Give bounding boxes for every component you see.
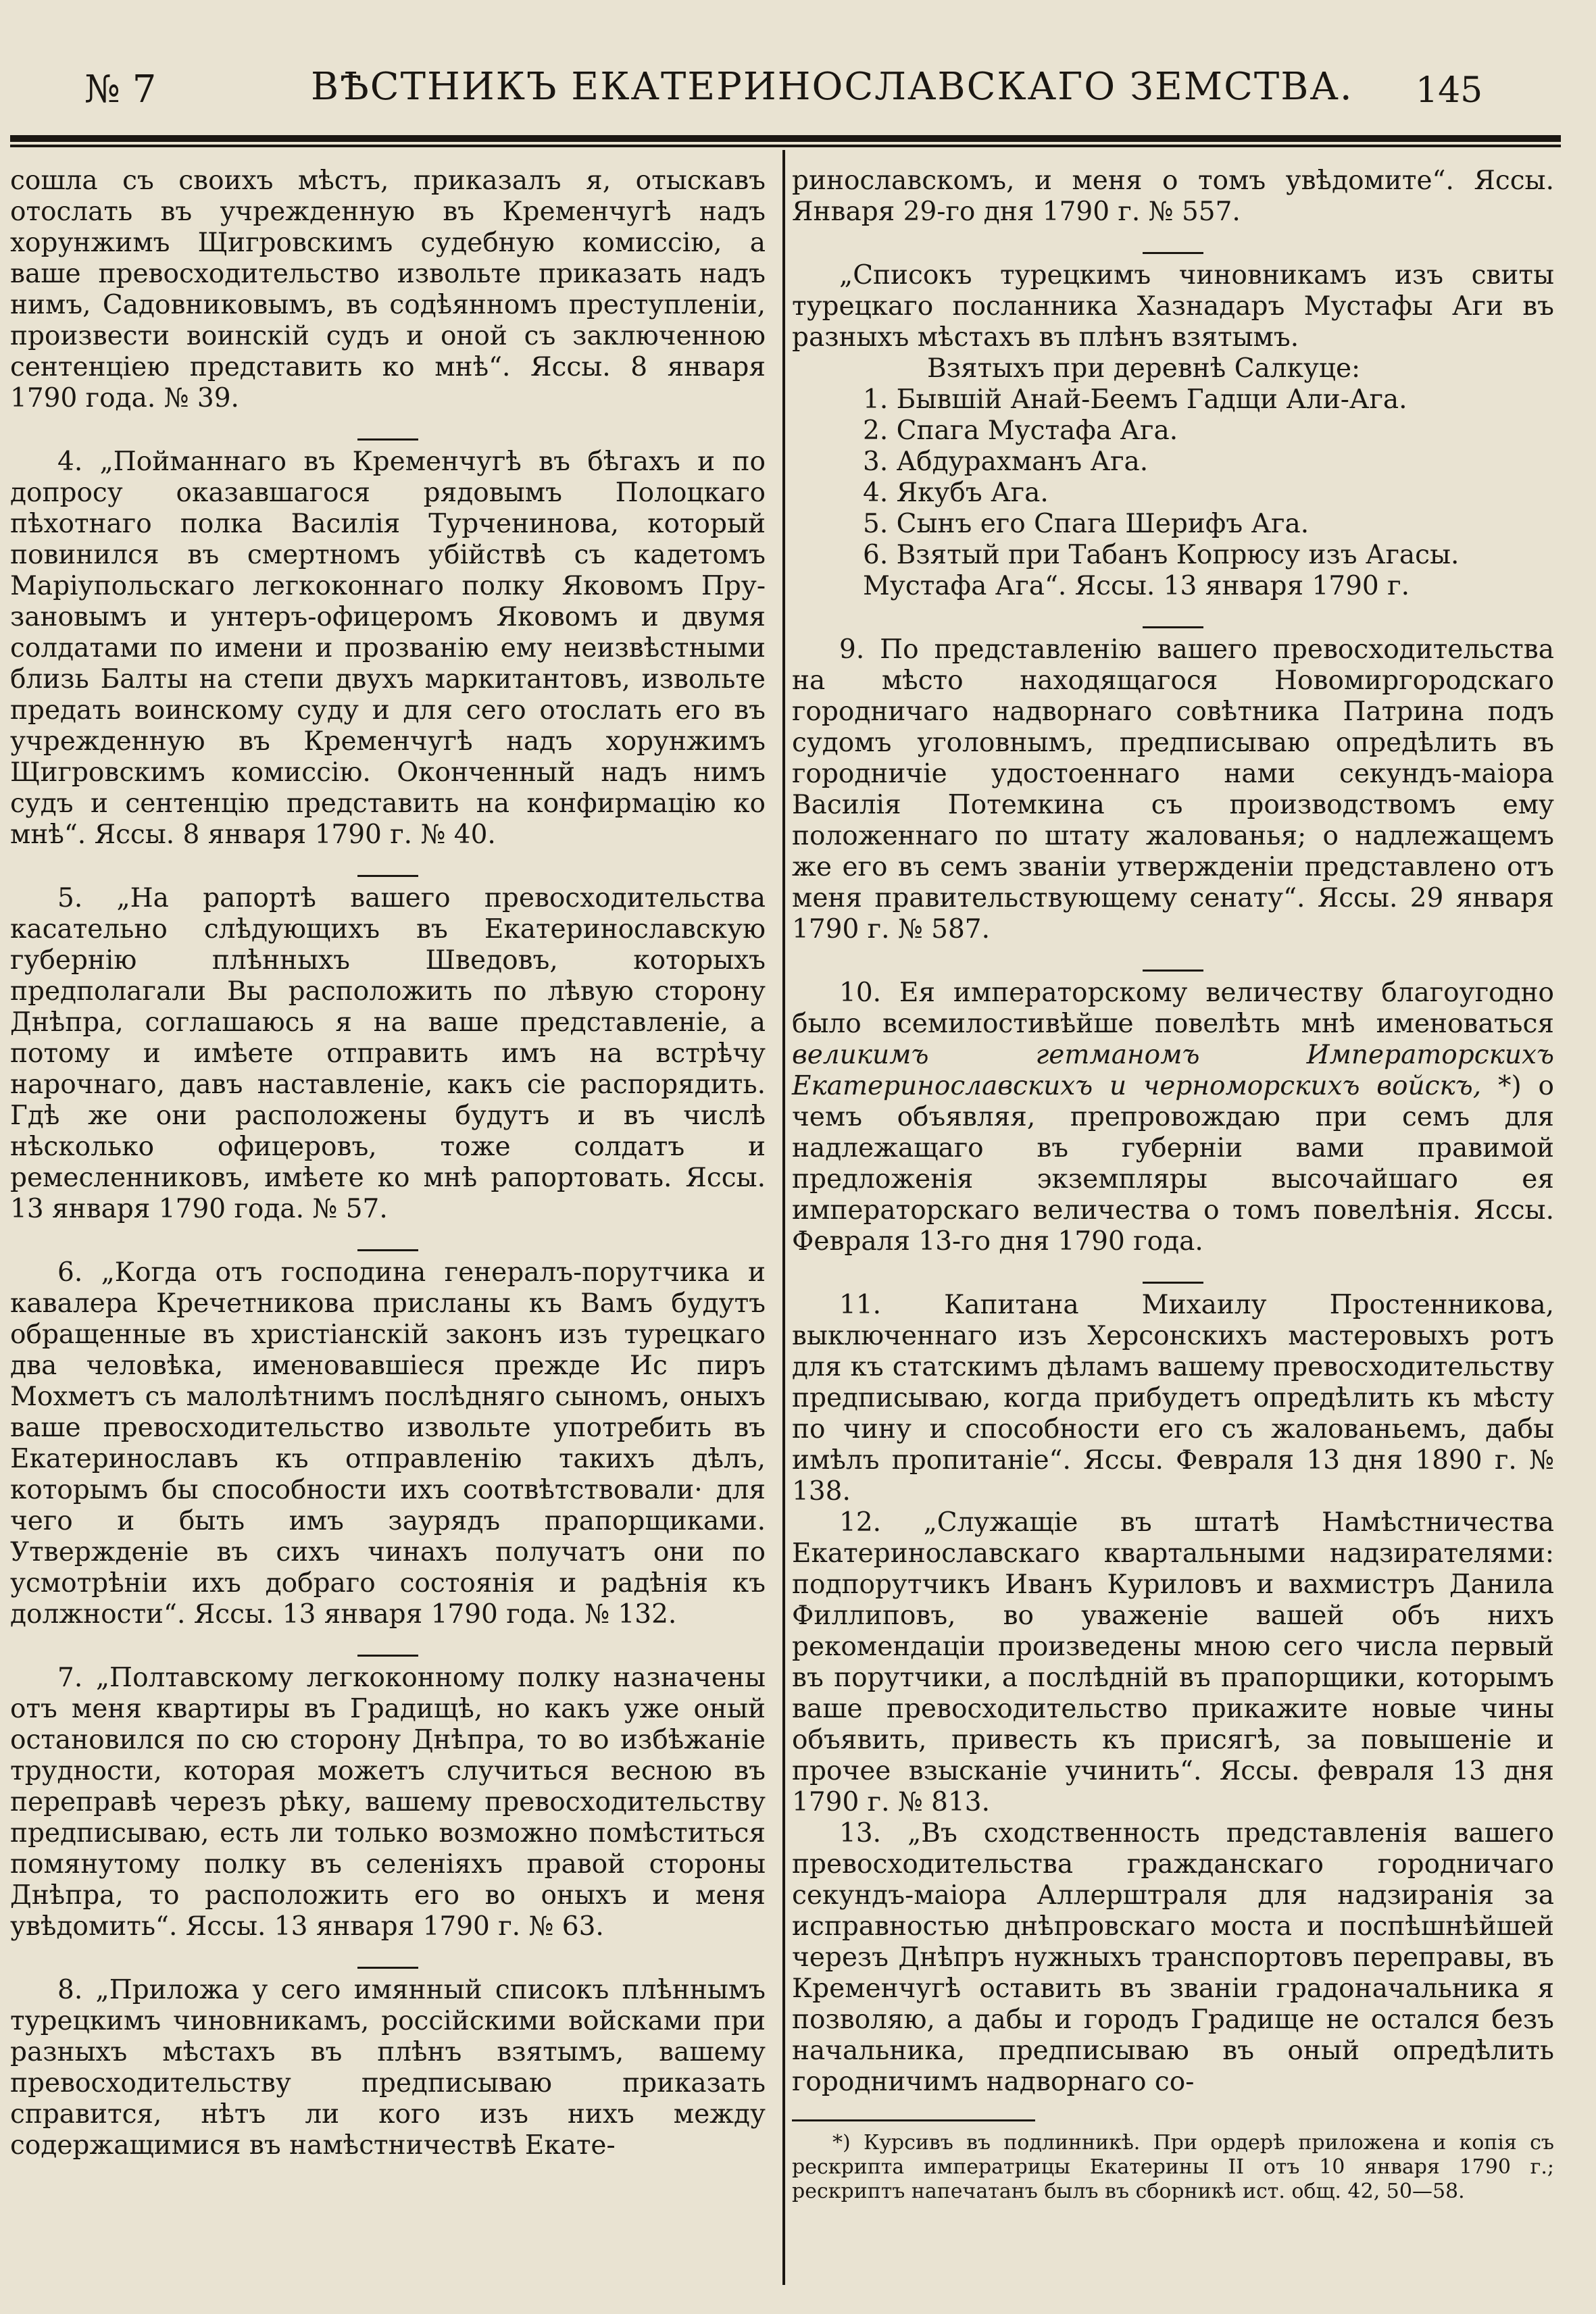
paragraph-10: [792, 978, 1554, 1257]
separator: [10, 1233, 766, 1248]
paragraph-4: 4. „Пойманнаго въ Кременчугѣ въ бѣгахъ и по допросу оказавшагося рядовымъ Полоцкаго пѣхотнаго полка Василія Турченинова, который повинился въ смертномъ убійствѣ съ кадетомъ Маріупольскаго легкоконнаго полку Яковомъ Прузановымъ и унтеръ-офицеромъ Яковомъ и двумя солдатами по имени и прозванію ему неизвѣстными близь Балты на степи двухъ маркитантовъ, извольте предать воинскому суду и для сего отослать его въ учрежденную въ Кременчугѣ надъ хорунжимъ Щигровскимъ комиссію. Оконченный надъ нимъ судъ и сентенцію представить на конфирмацію ко мнѣ“. Яссы. 8 января 1790 г. № 40.: [10, 447, 766, 850]
separator: [792, 953, 1554, 968]
paragraph-10-text: 10. Ея императорскому величеству благоугодно было всемилостивѣйше повелѣть мнѣ именоваться: [792, 978, 1554, 1039]
paragraph-13: 13. „Въ сходственность представленія вашего превосходительства гражданскаго городничаго секундъ-маіора Аллерштраля для надзиранія за исправностью днѣпровскаго моста и поспѣшнѣйшей черезъ Днѣпръ нужныхъ транспортовъ переправы, въ Кременчугѣ оставить въ званіи градоначальника я позволяю, а дабы и городъ Градище не остался безъ начальника, предписываю въ оный опредѣлить городничимъ надворнаго со-: [792, 1818, 1554, 2097]
separator: [792, 236, 1554, 251]
list-item: 5. Сынъ его Спага Шерифъ Ага.: [863, 509, 1310, 539]
separator: [10, 422, 766, 437]
list-intro: „Списокъ турецкимъ чиновникамъ изъ свиты турецкаго посланника Хазнадаръ Мустафы Аги въ разныхъ мѣстахъ въ плѣнъ взятымъ.: [792, 260, 1554, 353]
separator: [10, 1638, 766, 1653]
separator: [792, 610, 1554, 625]
paragraph-7: 7. „Полтавскому легкоконному полку назначены отъ меня квартиры въ Градищѣ, но какъ уже оный остановился по сю сторону Днѣпра, то во избѣжаніе трудности, которая можетъ случиться весною въ переправѣ черезъ рѣку, вашему превосходительству предписываю, есть ли только возможно помѣститься помянутому полку въ селеніяхъ правой стороны Днѣпра, то расположить его во оныхъ и меня увѣдомить“. Яссы. 13 января 1790 г. № 63.: [10, 1663, 766, 1942]
paragraph-continued: сошла съ своихъ мѣстъ, приказалъ я, отыскавъ отослать въ учрежденную въ Кременчугѣ надъ хорунжимъ Щигровскимъ судебную комиссію, а ваше превосходительство извольте приказать надъ нимъ, Садовниковымъ, въ содѣянномъ преступленіи, произвести воинскій судъ и оной съ заключенною сентенціею представить ко мнѣ“. Яссы. 8 января 1790 года. № 39.: [10, 166, 766, 413]
right-column: [792, 166, 1554, 2204]
paragraph-10-rest: *) о чемъ объявляя, препровождаю при семъ для надлежащаго въ губерніи вами правимой предложенія экземпляры высочайшаго ея императорскаго величества о томъ повелѣнія. Яссы. Февраля 13-го дня 1790 года.: [792, 1071, 1554, 1257]
paragraph-10-italic: великимъ гетманомъ Императорскихъ Екатеринославскихъ и черноморскихъ войскъ,: [792, 1040, 1554, 1101]
paragraph-continued: ринославскомъ, и меня о томъ увѣдомите“. Яссы. Января 29-го дня 1790 г. № 557.: [792, 166, 1554, 227]
paragraph-12: 12. „Служащіе въ штатѣ Намѣстничества Екатеринославскаго квартальными надзирателями: подпорутчикъ Иванъ Куриловъ и вахмистръ Данила Филлиповъ, во уваженіе вашей объ нихъ рекомендаціи произведены мною сего числа первый въ порутчики, а послѣдній въ прапорщики, которымъ ваше превосходительство прикажите новые чины объявить, привесть къ присягѣ, за повышеніе и прочее взысканіе учинить“. Яссы. февраля 13 дня 1790 г. № 813.: [792, 1507, 1554, 1817]
page-number: 145: [1416, 70, 1483, 111]
issue-number: № 7: [84, 68, 157, 111]
list-item: 6. Взятый при Табанъ Копрюсу изъ Агасы. Мустафа Ага“. Яссы. 13 января 1790 г.: [863, 540, 1460, 601]
footnote-rule: [792, 2119, 1035, 2121]
footnote: *) Курсивъ въ подлинникѣ. При ордерѣ приложена и копія съ рескрипта императрицы Екатерины II отъ 10 января 1790 г.; рескриптъ напечатанъ былъ въ сборникѣ ист. общ. 42, 50—58.: [792, 2131, 1554, 2203]
list-subtitle: Взятыхъ при деревнѣ Салкуце:: [927, 353, 1361, 384]
paragraph-6: 6. „Когда отъ господина генералъ-порутчика и кавалера Кречетникова присланы къ Вамъ будутъ обращенные въ христіанскій законъ изъ турецкаго два человѣка, именовавшіеся прежде Ис пиръ Мохметъ съ малолѣтнимъ послѣдняго сыномъ, оныхъ ваше превосходительство извольте употребить въ Екатеринославъ къ отправленію такихъ дѣлъ, которымъ бы способности ихъ соотвѣтствовали· для чего и быть имъ заурядъ прапорщиками. Утвержденіе въ сихъ чинахъ получатъ они по усмотрѣніи ихъ добраго состоянія и радѣнія къ должности“. Яссы. 13 января 1790 года. № 132.: [10, 1257, 766, 1630]
page-header: [0, 0, 1596, 135]
list-item: 2. Спага Мустафа Ага.: [863, 416, 1178, 446]
publication-title: ВѢСТНИКЪ ЕКАТЕРИНОСЛАВСКАГО ЗЕМСТВА.: [311, 65, 1353, 109]
paragraph-5: 5. „На рапортѣ вашего превосходительства касательно слѣдующихъ въ Екатеринославскую губернію плѣнныхъ Шведовъ, которыхъ предполагали Вы расположить по лѣвую сторону Днѣпра, соглашаюсь я на ваше представленіе, а потому и имѣете отправить имъ на встрѣчу нарочнаго, давъ наставленіе, какъ сіе распорядить. Гдѣ же они расположены будутъ и въ числѣ нѣсколько офицеровъ, тоже солдатъ и ремесленниковъ, имѣете ко мнѣ рапортовать. Яссы. 13 января 1790 года. № 57.: [10, 883, 766, 1224]
separator: [10, 859, 766, 874]
paragraph-9: 9. По представленію вашего превосходительства на мѣсто находящагося Новомиргородскаго городничаго надворнаго совѣтника Патрина подъ судомъ уголовнымъ, предписываю опредѣлить въ городничіе удостоеннаго нами секундъ-маіора Василія Потемкина съ производствомъ ему положеннаго по штату жалованья; о надлежащемъ же его въ семъ званіи утвержденіи представлено отъ меня правительствующему сенату“. Яссы. 29 января 1790 г. № 587.: [792, 634, 1554, 945]
list-item: 1. Бывшій Анай-Беемъ Гадщи Али-Ага.: [863, 384, 1407, 415]
paragraph-8: 8. „Приложа у сего имянный списокъ плѣннымъ турецкимъ чиновникамъ, россійскими войсками при разныхъ мѣстахъ въ плѣнъ взятымъ, вашему превосходительству предписываю приказать справится, нѣтъ ли кого изъ нихъ между содержащимися въ намѣстничествѣ Екате-: [10, 1975, 766, 2161]
header-rule-thick: [10, 135, 1561, 142]
separator: [792, 1265, 1554, 1280]
left-column: [10, 166, 766, 2161]
header-rule-thin: [10, 145, 1561, 147]
column-divider: [782, 150, 785, 2285]
list-item: 4. Якубъ Ага.: [863, 478, 1049, 508]
list-item: 3. Абдурахманъ Ага.: [863, 447, 1149, 477]
paragraph-11: 11. Капитана Михаилу Простенникова, выключеннаго изъ Херсонскихъ мастеровыхъ ротъ для къ статскимъ дѣламъ вашему превосходительству предписываю, когда прибудетъ опредѣлить къ мѣсту по чину и способности его съ жалованьемъ, дабы имѣлъ пропитаніе“. Яссы. Февраля 13 дня 1890 г. № 138.: [792, 1290, 1554, 1507]
separator: [10, 1951, 766, 1965]
officials-list: [792, 384, 1554, 602]
